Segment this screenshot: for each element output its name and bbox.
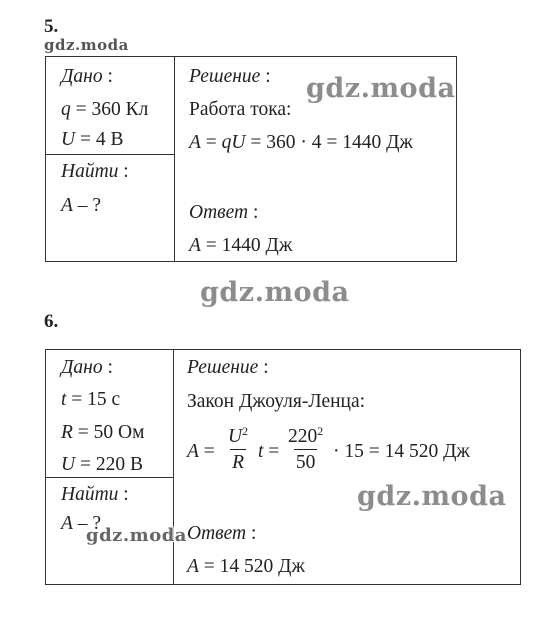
given-line-resistance: R = 50 Ом — [61, 422, 145, 443]
given-find-divider — [46, 154, 174, 155]
given-line-voltage: U = 220 В — [61, 454, 143, 475]
answer-label: Ответ : — [187, 523, 257, 544]
fraction-u-squared-over-r: $\frac{U^2}{R}$ — [228, 424, 249, 473]
column-divider — [174, 57, 175, 261]
work-formula: A = qU = 360 · 4 = 1440 Дж — [189, 132, 413, 153]
watermark: gdz.moda — [200, 277, 350, 308]
problem-6-number: 6. — [44, 311, 59, 332]
watermark: gdz.moda — [86, 525, 187, 546]
fraction-220-squared-over-50: $\frac{220^2}{50}$ — [288, 424, 324, 473]
formula-lhs: A = — [187, 441, 215, 462]
problem-5-number: 5. — [44, 16, 59, 37]
solution-label: Решение : — [187, 357, 269, 378]
given-line-time: t = 15 с — [61, 389, 121, 410]
watermark: gdz.moda — [44, 36, 129, 54]
formula-result: · 15 = 14 520 Дж — [333, 441, 470, 462]
given-label: Дано : — [61, 357, 113, 378]
answer-line: A = 14 520 Дж — [187, 556, 305, 577]
solution-label: Решение : — [189, 66, 271, 87]
find-label: Найти : — [61, 484, 129, 505]
find-line: A – ? — [61, 195, 102, 216]
given-find-divider — [46, 477, 173, 478]
find-label: Найти : — [61, 161, 129, 182]
solution-intro: Работа тока: — [189, 99, 292, 120]
given-line-charge: q = 360 Кл — [61, 99, 149, 120]
given-line-voltage: U = 4 В — [61, 129, 124, 150]
find-line: A – ? — [61, 513, 102, 534]
formula-time-term: t = — [258, 441, 280, 462]
answer-line: A = 1440 Дж — [189, 235, 293, 256]
watermark: gdz.moda — [357, 481, 507, 512]
answer-label: Ответ : — [189, 202, 259, 223]
watermark: gdz.moda — [306, 73, 456, 104]
column-divider — [173, 350, 174, 584]
given-label: Дано : — [61, 66, 113, 87]
problem-6-table — [45, 349, 521, 585]
solution-intro: Закон Джоуля-Ленца: — [187, 391, 366, 412]
